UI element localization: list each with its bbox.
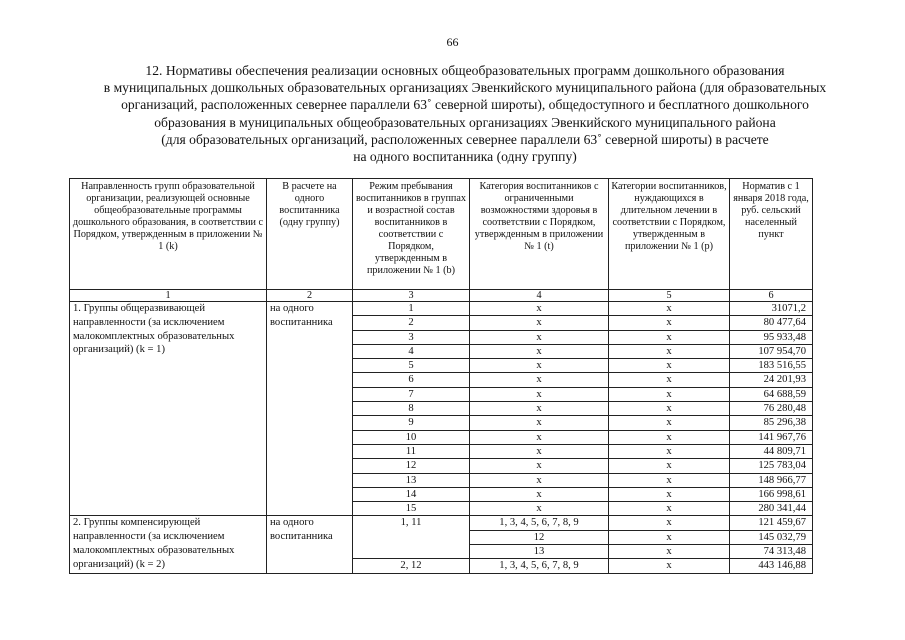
norms-table — [69, 178, 813, 574]
norm-value-cell: 280 341,44 — [730, 502, 813, 516]
mode-cell: 12 — [353, 459, 470, 473]
mode-cell: 15 — [353, 502, 470, 516]
norm-value-cell: 74 313,48 — [730, 545, 813, 559]
category-t-cell: 1, 3, 4, 5, 6, 7, 8, 9 — [470, 559, 609, 573]
column-header: Категории воспитанников, нуждающихся в длительном лечении в соответствии с Порядком, утвержденным в приложении № 1 (p) — [609, 179, 730, 290]
norm-value-cell: 44 809,71 — [730, 444, 813, 458]
norm-value-cell: 95 933,48 — [730, 330, 813, 344]
category-p-cell: х — [609, 302, 730, 316]
title-line: организаций, расположенных севернее параллели 63˚ северной широты), общедоступного и бесплатного дошкольного — [121, 97, 809, 113]
norm-value-cell: 145 032,79 — [730, 530, 813, 544]
mode-cell: 5 — [353, 359, 470, 373]
document-title — [70, 62, 860, 165]
category-p-cell: х — [609, 373, 730, 387]
category-t-cell: х — [470, 359, 609, 373]
norm-value-cell: 148 966,77 — [730, 473, 813, 487]
mode-cell: 7 — [353, 387, 470, 401]
group-per: на одного воспитанника — [267, 516, 353, 573]
mode-cell: 11 — [353, 444, 470, 458]
norm-value-cell: 166 998,61 — [730, 487, 813, 501]
mode-cell: 13 — [353, 473, 470, 487]
norm-value-cell: 24 201,93 — [730, 373, 813, 387]
column-header: Категория воспитанников с ограниченными возможностями здоровья в соответствии с Порядком, утвержденным в приложении № 1 (t) — [470, 179, 609, 290]
category-t-cell: х — [470, 316, 609, 330]
category-p-cell: х — [609, 416, 730, 430]
column-header: Норматив с 1 января 2018 года, руб. сельский населенный пункт — [730, 179, 813, 290]
category-p-cell: х — [609, 430, 730, 444]
mode-cell: 14 — [353, 487, 470, 501]
column-number: 4 — [470, 290, 609, 302]
category-p-cell: х — [609, 516, 730, 530]
title-line: (для образовательных организаций, расположенных севернее параллели 63˚ северной широты) в расчете — [161, 131, 769, 147]
table-header-row — [70, 179, 813, 290]
category-t-cell: 12 — [470, 530, 609, 544]
category-t-cell: х — [470, 473, 609, 487]
table-row — [70, 302, 813, 316]
norm-value-cell: 64 688,59 — [730, 387, 813, 401]
group2-body — [70, 516, 813, 573]
category-p-cell: х — [609, 316, 730, 330]
column-number: 2 — [267, 290, 353, 302]
norm-value-cell: 85 296,38 — [730, 416, 813, 430]
category-p-cell: х — [609, 459, 730, 473]
group1-body — [70, 302, 813, 516]
category-t-cell: х — [470, 387, 609, 401]
category-p-cell: х — [609, 530, 730, 544]
column-number: 5 — [609, 290, 730, 302]
norm-value-cell: 107 954,70 — [730, 344, 813, 358]
category-p-cell: х — [609, 387, 730, 401]
category-t-cell: х — [470, 459, 609, 473]
title-line: 12. Нормативы обеспечения реализации основных общеобразовательных программ дошкольного образования — [145, 63, 785, 78]
category-p-cell: х — [609, 502, 730, 516]
mode-cell: 2, 12 — [353, 559, 470, 573]
page-number: 66 — [446, 35, 459, 49]
category-p-cell: х — [609, 559, 730, 573]
title-line: образования в муниципальных общеобразовательных организациях Эвенкийского муниципального района — [154, 114, 776, 130]
mode-cell: 8 — [353, 402, 470, 416]
category-t-cell: 1, 3, 4, 5, 6, 7, 8, 9 — [470, 516, 609, 530]
column-number: 6 — [730, 290, 813, 302]
mode-cell: 1 — [353, 302, 470, 316]
mode-cell: 2 — [353, 316, 470, 330]
norm-value-cell: 76 280,48 — [730, 402, 813, 416]
column-number: 3 — [353, 290, 470, 302]
category-t-cell: х — [470, 487, 609, 501]
column-number-row — [70, 290, 813, 302]
category-t-cell: х — [470, 402, 609, 416]
norm-value-cell: 121 459,67 — [730, 516, 813, 530]
category-t-cell: х — [470, 502, 609, 516]
category-p-cell: х — [609, 402, 730, 416]
norm-value-cell: 141 967,76 — [730, 430, 813, 444]
mode-cell: 10 — [353, 430, 470, 444]
category-p-cell: х — [609, 444, 730, 458]
norm-value-cell: 31071,2 — [730, 302, 813, 316]
norm-value-cell: 443 146,88 — [730, 559, 813, 573]
category-t-cell: х — [470, 416, 609, 430]
category-p-cell: х — [609, 359, 730, 373]
category-p-cell: х — [609, 487, 730, 501]
category-t-cell: х — [470, 344, 609, 358]
title-line: на одного воспитанника (одну группу) — [353, 149, 577, 165]
category-p-cell: х — [609, 344, 730, 358]
norm-value-cell: 80 477,64 — [730, 316, 813, 330]
norm-value-cell: 125 783,04 — [730, 459, 813, 473]
table-row — [70, 516, 813, 530]
group-label: 1. Группы общеразвивающей направленности (за исключением малокомплектных образовательных организаций) (k = 1) — [70, 302, 267, 516]
category-t-cell: х — [470, 330, 609, 344]
mode-cell: 3 — [353, 330, 470, 344]
mode-cell: 6 — [353, 373, 470, 387]
title-line: в муниципальных дошкольных образовательных организациях Эвенкийского муниципального района (для образовательных — [103, 80, 827, 96]
norm-value-cell: 183 516,55 — [730, 359, 813, 373]
column-number: 1 — [70, 290, 267, 302]
category-t-cell: х — [470, 373, 609, 387]
category-t-cell: х — [470, 444, 609, 458]
category-p-cell: х — [609, 330, 730, 344]
group-per: на одного воспитанника — [267, 302, 353, 516]
column-header: Направленность групп образовательной организации, реализующей основные общеобразовательные программы дошкольного образования, в соответствии с Порядком, утвержденным в приложении № 1 (k) — [70, 179, 267, 290]
category-p-cell: х — [609, 545, 730, 559]
column-header: Режим пребывания воспитанников в группах и возрастной состав воспитанников в соответствии с Порядком, утвержденным в приложении № 1 (b) — [353, 179, 470, 290]
category-t-cell: 13 — [470, 545, 609, 559]
mode-cell: 4 — [353, 344, 470, 358]
mode-cell: 1, 11 — [353, 516, 470, 559]
category-t-cell: х — [470, 302, 609, 316]
mode-cell: 9 — [353, 416, 470, 430]
category-t-cell: х — [470, 430, 609, 444]
column-header: В расчете на одного воспитанника (одну группу) — [267, 179, 353, 290]
category-p-cell: х — [609, 473, 730, 487]
group-label: 2. Группы компенсирующей направленности (за исключением малокомплектных образовательных организаций) (k = 2) — [70, 516, 267, 573]
